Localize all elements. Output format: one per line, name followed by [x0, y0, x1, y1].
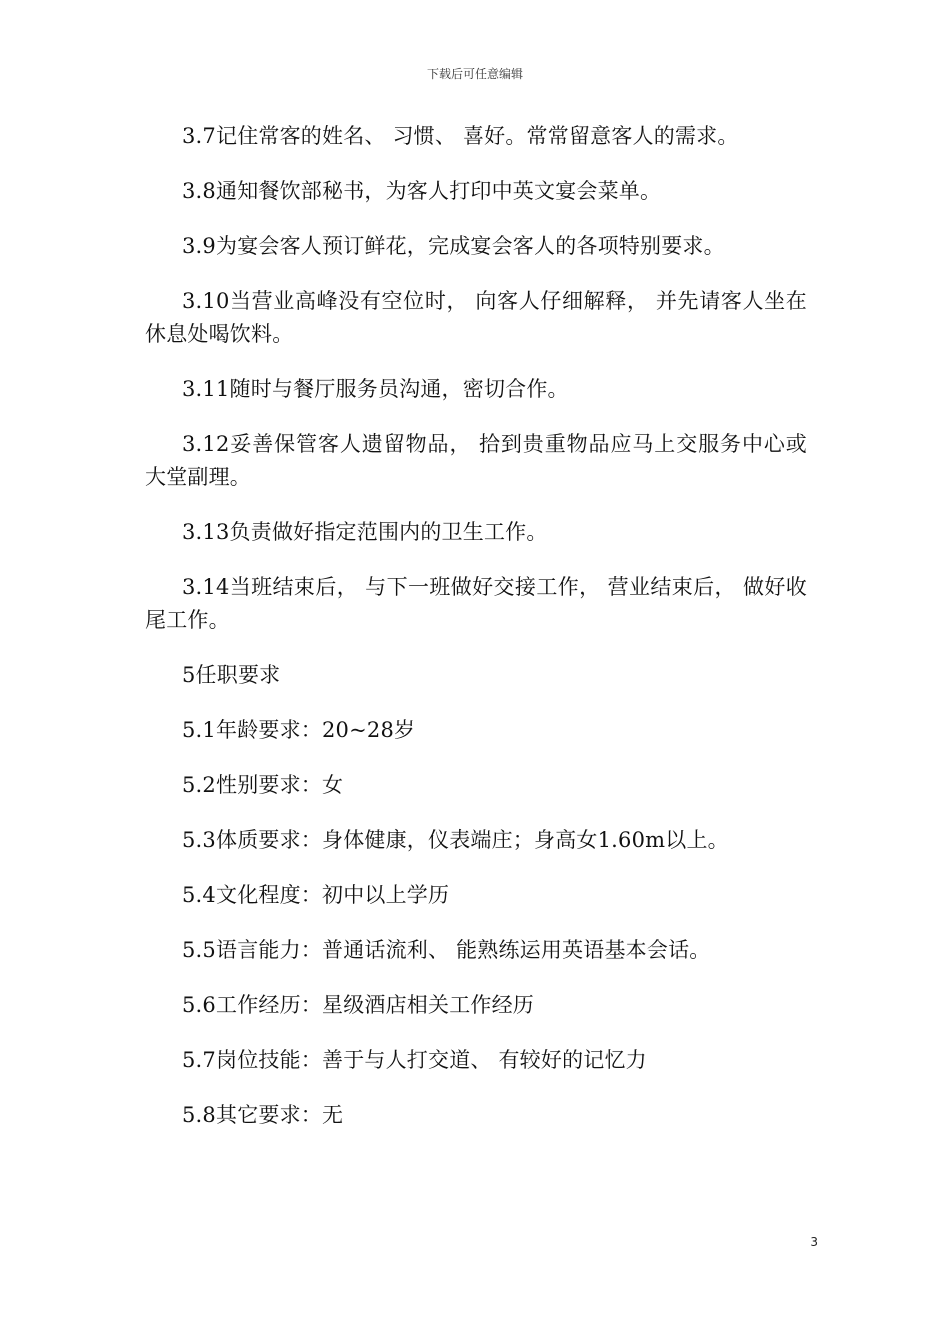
paragraph-5-1: 5.1年龄要求：20~28岁: [182, 718, 416, 742]
page-number: 3: [810, 1235, 818, 1249]
paragraph-5-3: 5.3体质要求：身体健康，仪表端庄；身高女1.60m以上。: [182, 828, 729, 852]
paragraph-5-5: 5.5语言能力：普通话流利、 能熟练运用英语基本会话。: [182, 938, 711, 962]
paragraph-5-4: 5.4文化程度：初中以上学历: [182, 883, 450, 907]
paragraph-3-9: 3.9为宴会客人预订鲜花，完成宴会客人的各项特别要求。: [182, 234, 725, 258]
paragraph-5-8: 5.8其它要求：无: [182, 1103, 344, 1127]
paragraph-5-6: 5.6工作经历：星级酒店相关工作经历: [182, 993, 534, 1017]
paragraph-3-8: 3.8通知餐饮部秘书，为客人打印中英文宴会菜单。: [182, 179, 662, 203]
paragraph-3-12: 3.12妥善保管客人遗留物品， 拾到贵重物品应马上交服务中心或大堂副理。: [145, 432, 807, 489]
page-header: 下载后可任意编辑: [426, 67, 523, 81]
section-heading-5: 5任职要求: [182, 663, 281, 687]
paragraph-3-10: 3.10当营业高峰没有空位时， 向客人仔细解释， 并先请客人坐在休息处喝饮料。: [145, 289, 807, 346]
document-body: [145, 120, 807, 1154]
paragraph-5-7: 5.7岗位技能：善于与人打交道、 有较好的记忆力: [182, 1048, 647, 1072]
paragraph-5-2: 5.2性别要求：女: [182, 773, 344, 797]
paragraph-3-11: 3.11随时与餐厅服务员沟通，密切合作。: [182, 377, 569, 401]
paragraph-3-13: 3.13负责做好指定范围内的卫生工作。: [182, 520, 548, 544]
paragraph-3-7: 3.7记住常客的姓名、 习惯、 喜好。常常留意客人的需求。: [182, 124, 739, 148]
paragraph-3-14: 3.14当班结束后， 与下一班做好交接工作， 营业结束后， 做好收尾工作。: [145, 575, 807, 632]
